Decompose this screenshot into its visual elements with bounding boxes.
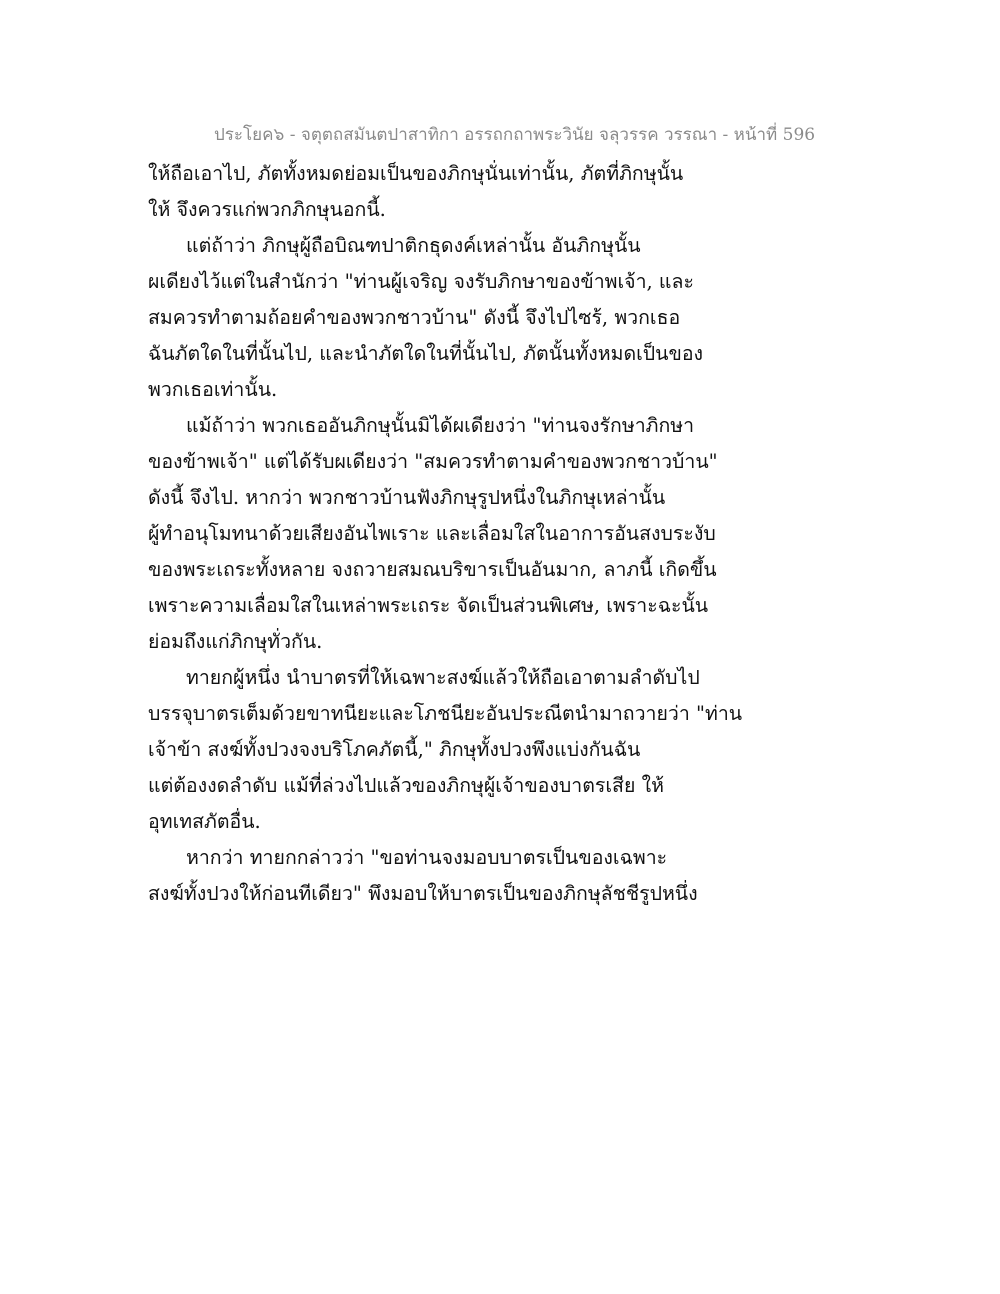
text-line: ให้ถือเอาไป, ภัตทั้งหมดย่อมเป็นของภิกษุนั่นเท่านั้น, ภัตที่ภิกษุนั้น <box>148 162 684 185</box>
running-head: ประโยค๖ - จตุตถสมันตปาสาทิกา อรรถกถาพระวินัย จลุวรรค วรรณา - หน้าที่ 596 <box>214 125 816 145</box>
text-line: สมควรทำตามถ้อยคำของพวกชาวบ้าน" ดังนี้ จึงไปไซร้, พวกเธอ <box>148 306 681 329</box>
text-line: แต่ต้องงดลำดับ แม้ที่ล่วงไปแล้วของภิกษุผู้เจ้าของบาตรเสีย ให้ <box>148 774 664 797</box>
text-line: ทายกผู้หนึ่ง นำบาตรที่ให้เฉพาะสงฆ์แล้วให้ถือเอาตามลำดับไป <box>186 666 700 689</box>
text-line: หากว่า ทายกกล่าวว่า "ขอท่านจงมอบบาตรเป็นของเฉพาะ <box>186 846 668 869</box>
text-line: ให้ จึงควรแก่พวกภิกษุนอกนี้. <box>148 198 386 221</box>
text-line: ผู้ทำอนุโมทนาด้วยเสียงอันไพเราะ และเลื่อมใสในอาการอันสงบระงับ <box>148 522 716 545</box>
text-line: ฉันภัตใดในที่นั้นไป, และนำภัตใดในที่นั้นไป, ภัตนั้นทั้งหมดเป็นของ <box>148 342 704 365</box>
text-line: เพราะความเลื่อมใสในเหล่าพระเถระ จัดเป็นส่วนพิเศษ, เพราะฉะนั้น <box>148 594 709 617</box>
text-line: สงฆ์ทั้งปวงให้ก่อนทีเดียว" พึงมอบให้บาตรเป็นของภิกษุลัชชีรูปหนึ่ง <box>148 882 698 905</box>
text-line: เจ้าข้า สงฆ์ทั้งปวงจงบริโภคภัตนี้," ภิกษุทั้งปวงพึงแบ่งกันฉัน <box>148 738 641 761</box>
text-line: แต่ถ้าว่า ภิกษุผู้ถือบิณฑปาติกธุดงค์เหล่านั้น อันภิกษุนั้น <box>186 234 641 257</box>
body-text <box>148 156 748 912</box>
text-line: ของข้าพเจ้า" แต่ได้รับผเดียงว่า "สมควรทำตามคำของพวกชาวบ้าน" <box>148 450 718 473</box>
text-line: บรรจุบาตรเต็มด้วยขาทนียะและโภชนียะอันประณีตนำมาถวายว่า "ท่าน <box>148 702 743 725</box>
text-line: แม้ถ้าว่า พวกเธออันภิกษุนั้นมิได้ผเดียงว่า "ท่านจงรักษาภิกษา <box>186 414 695 437</box>
text-line: พวกเธอเท่านั้น. <box>148 378 278 401</box>
text-line: ดังนี้ จึงไป. หากว่า พวกชาวบ้านฟังภิกษุรูปหนึ่งในภิกษุเหล่านั้น <box>148 486 666 509</box>
text-line: ย่อมถึงแก่ภิกษุทั่วกัน. <box>148 630 323 653</box>
text-line: ของพระเถระทั้งหลาย จงถวายสมณบริขารเป็นอันมาก, ลาภนี้ เกิดขึ้น <box>148 558 717 581</box>
text-line: ผเดียงไว้แต่ในสำนักว่า "ท่านผู้เจริญ จงรับภิกษาของข้าพเจ้า, และ <box>148 270 694 293</box>
text-line: อุทเทสภัตอื่น. <box>148 810 261 833</box>
